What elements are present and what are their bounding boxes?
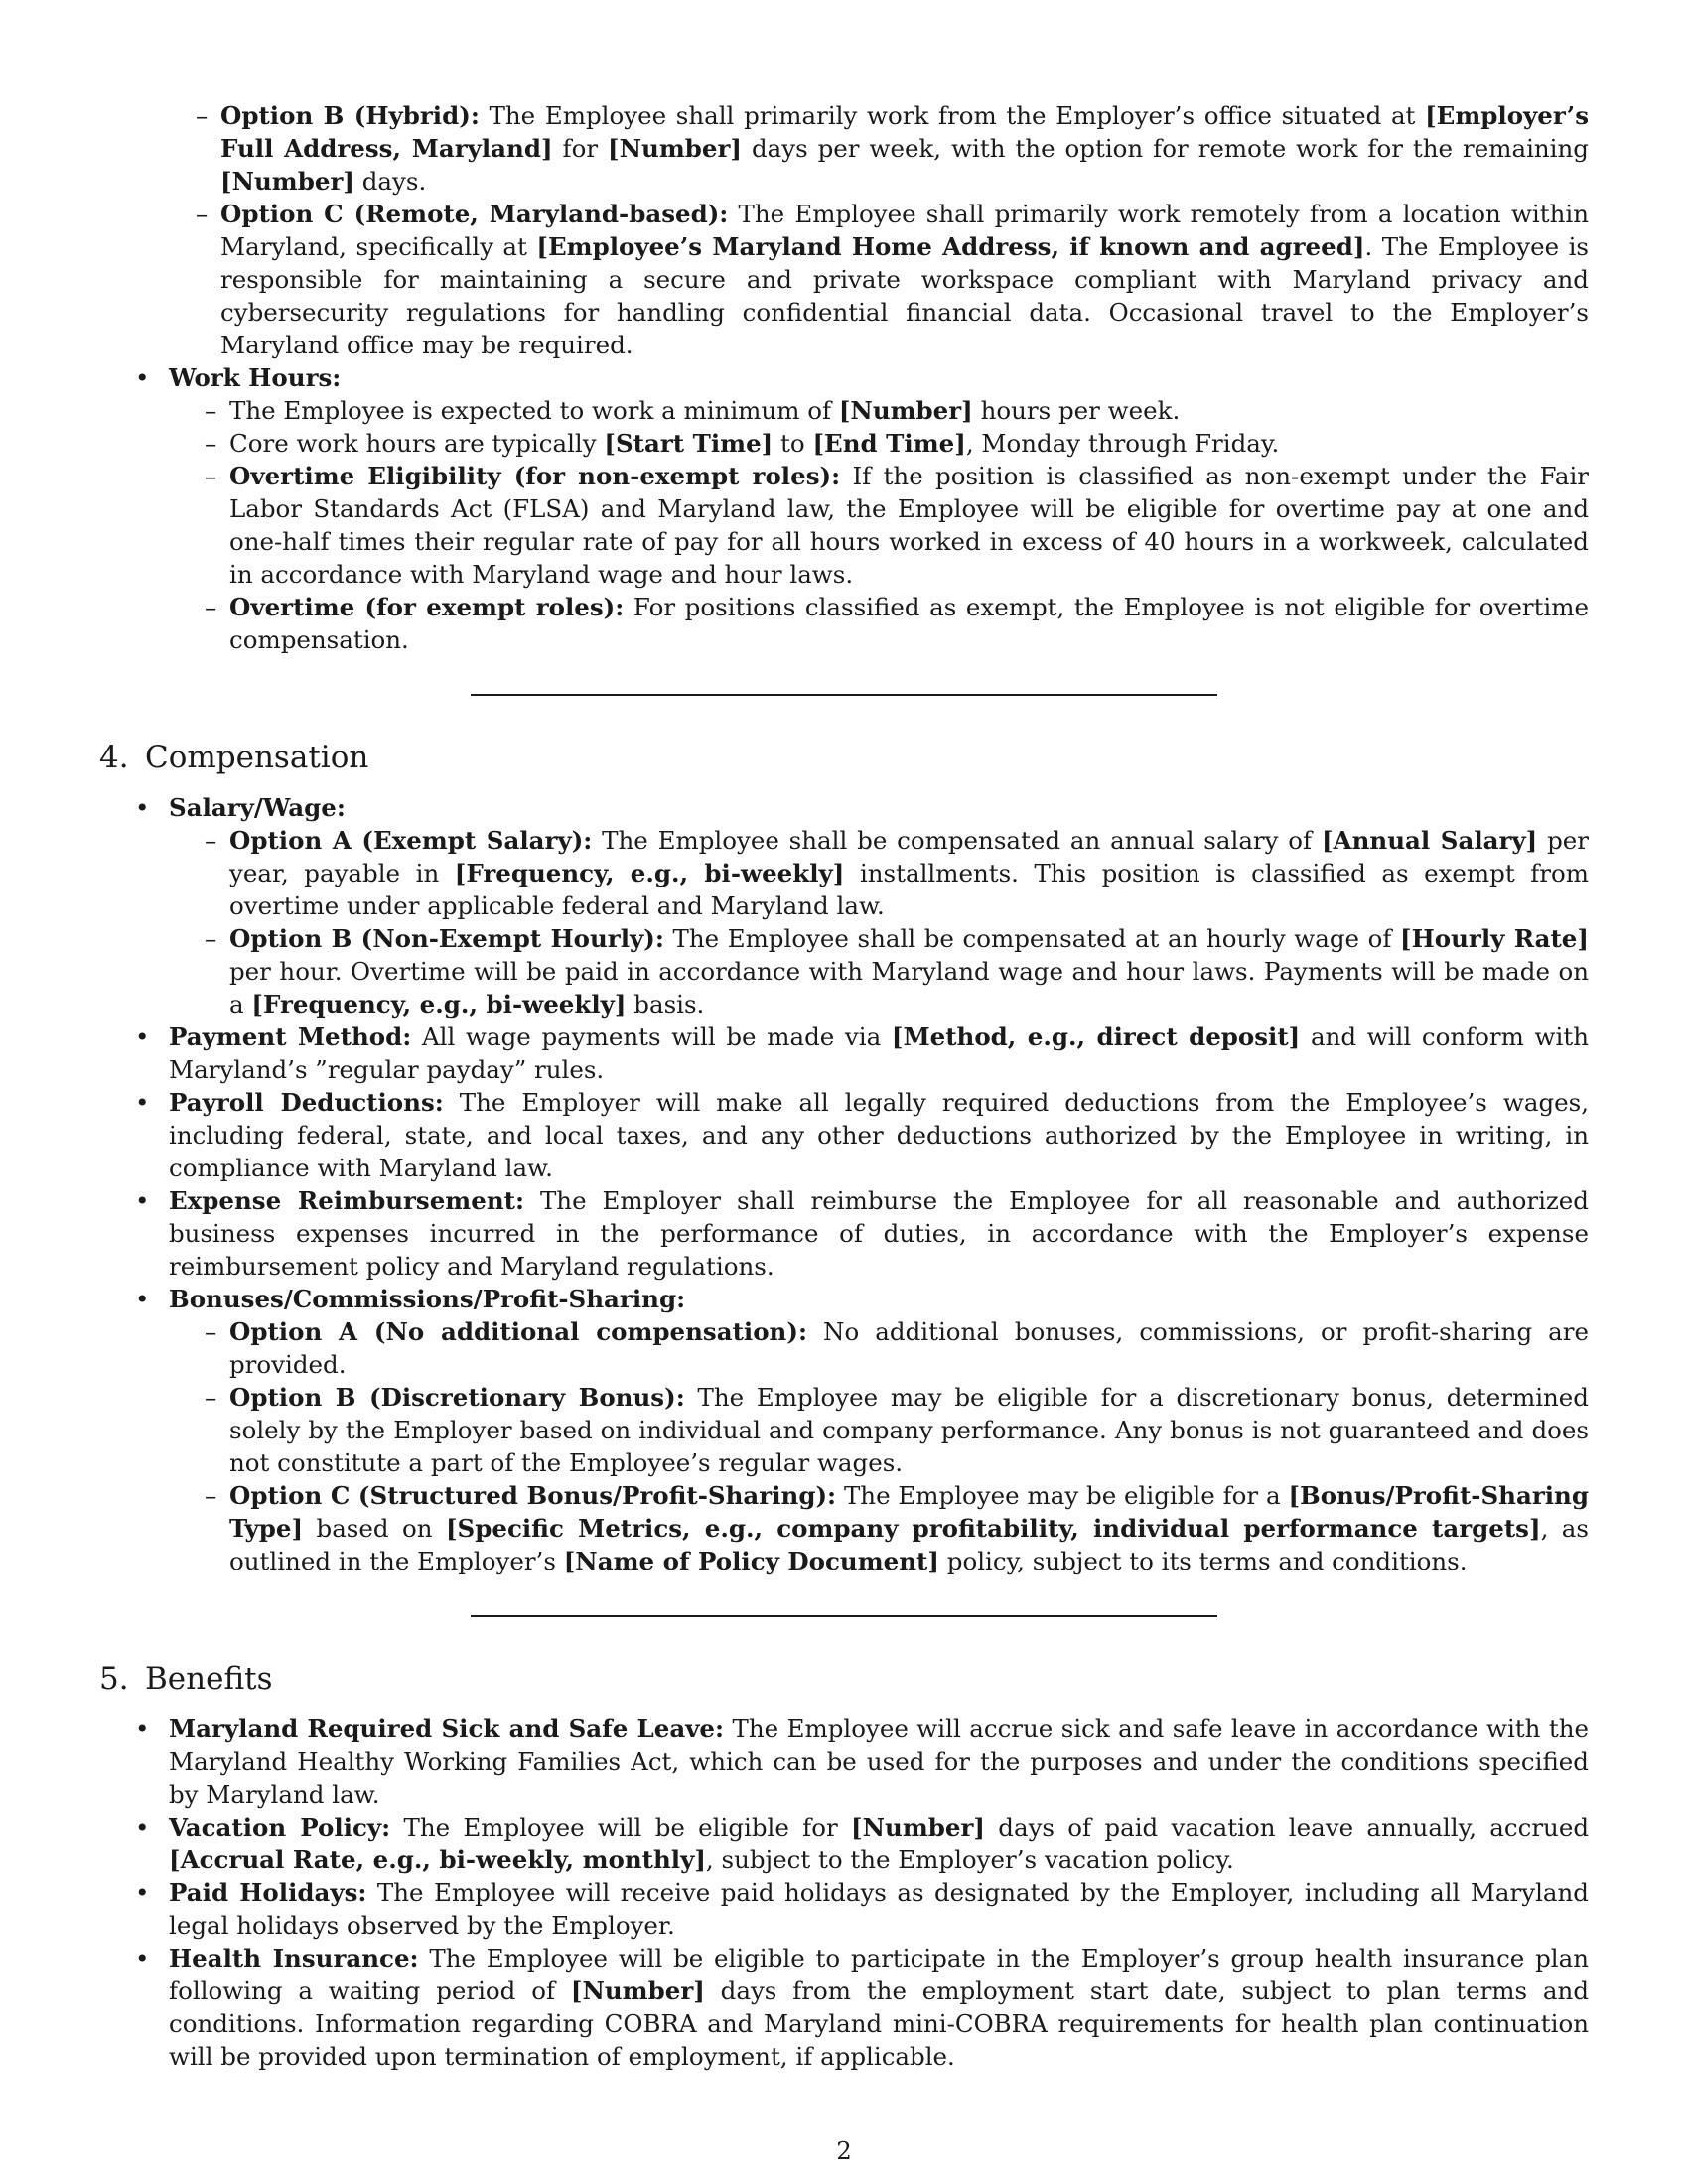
salary-wage-item: • Salary/Wage: – Option A (Exempt Salary): The Employee shall be compensated an annual salary of [Annual Salary] per year, payable in [Frequency, e.g., bi-weekly] installments. This position is classified as exempt from overtime under applicable federal and Maryland law. – Option B (Non-Exempt Hourly): The Employee shall be compensated at an hourly wage of [Hourly Rate] per hour. Overtime will be paid in accordance with Maryland wage and hour laws. Payments will be made on a [Frequency, e.g., bi-weekly] basis. xyxy=(99,791,1589,1021)
work-hours-subitems xyxy=(169,394,1589,656)
expense-reimbursement-item: • Expense Reimbursement: The Employer shall reimburse the Employee for all reasonable and authorized business expenses incurred in the performance of duties, in accordance with the Employer’s expense reimbursement policy and Maryland regulations. xyxy=(99,1184,1589,1283)
sick-leave-item: • Maryland Required Sick and Safe Leave: The Employee will accrue sick and safe leave in accordance with the Maryland Healthy Working Families Act, which can be used for the purposes and under the conditions specified by Maryland law. xyxy=(99,1712,1589,1811)
benefits-list xyxy=(99,1712,1589,2073)
overtime-nonexempt-item: – Overtime Eligibility (for non-exempt roles): If the position is classified as non-exempt under the Fair Labor Standards Act (FLSA) and Maryland law, the Employee will be eligible for overtime pay at one and one-half times their regular rate of pay for all hours worked in excess of 40 hours in a workweek, calculated in accordance with Maryland wage and hour laws. xyxy=(169,460,1589,591)
work-location-options xyxy=(99,99,1589,361)
salary-options xyxy=(169,824,1589,1021)
work-hours-list xyxy=(99,361,1589,656)
work-location-option-c: – Option C (Remote, Maryland-based): The Employee shall primarily work remotely from a location within Maryland, specifically at [Employee’s Maryland Home Address, if known and agreed]. The Employee is responsible for maintaining a secure and private workspace compliant with Maryland privacy and cybersecurity regulations for handling confidential financial data. Occasional travel to the Employer’s Maryland office may be required. xyxy=(160,198,1589,361)
section-heading-benefits: 5. Benefits xyxy=(99,1661,273,1697)
payroll-deductions-item: • Payroll Deductions: The Employer will make all legally required deductions from the Employee’s wages, including federal, state, and local taxes, and any other deductions authorized by the Employee in writing, in compliance with Maryland law. xyxy=(99,1086,1589,1184)
paid-holidays-item: • Paid Holidays: The Employee will receive paid holidays as designated by the Employer, including all Maryland legal holidays observed by the Employer. xyxy=(99,1876,1589,1942)
compensation-list xyxy=(99,791,1589,1577)
core-hours-item: – Core work hours are typically [Start Time] to [End Time], Monday through Friday. xyxy=(169,427,1589,460)
bonuses-item: • Bonuses/Commissions/Profit-Sharing: – Option A (No additional compensation): No additional bonuses, commissions, or profit-sharing are provided. – Option B (Discretionary Bonus): The Employee may be eligible for a discretionary bonus, determined solely by the Employer based on individual and company performance. Any bonus is not guaranteed and does not constitute a part of the Employee’s regular wages. – Option C (Structured Bonus/Profit-Sharing): The Employee may be eligible for a [Bonus/Profit-Sharing Type] based on [Specific Metrics, e.g., company profitability, individual performance targets], as outlined in the Employer’s [Name of Policy Document] policy, subject to its terms and conditions. xyxy=(99,1283,1589,1577)
work-hours-item: • Work Hours: – The Employee is expected to work a minimum of [Number] hours per week. – Core work hours are typically [Start Time] to [End Time], Monday through Friday. – Overtime Eligibility (for non-exempt roles): If the position is classified as non-exempt under the Fair Labor Standards Act (FLSA) and Maryland law, the Employee will be eligible for overtime pay at one and one-half times their regular rate of pay for all hours worked in excess of 40 hours in a workweek, calculated in accordance with Maryland wage and hour laws. – Overtime (for exempt roles): For positions classified as exempt, the Employee is not eligible for overtime compensation. xyxy=(99,361,1589,656)
payment-method-item: • Payment Method: All wage payments will be made via [Method, e.g., direct deposit] and will conform with Maryland’s ”regular payday” rules. xyxy=(99,1021,1589,1086)
overtime-exempt-item: – Overtime (for exempt roles): For positions classified as exempt, the Employee is not eligible for overtime compensation. xyxy=(169,591,1589,656)
bonus-option-b: – Option B (Discretionary Bonus): The Employee may be eligible for a discretionary bonus, determined solely by the Employer based on individual and company performance. Any bonus is not guaranteed and does not constitute a part of the Employee’s regular wages. xyxy=(169,1381,1589,1479)
min-hours-item: – The Employee is expected to work a minimum of [Number] hours per week. xyxy=(169,394,1589,427)
vacation-policy-item: • Vacation Policy: The Employee will be eligible for [Number] days of paid vacation leave annually, accrued [Accrual Rate, e.g., bi-weekly, monthly], subject to the Employer’s vacation policy. xyxy=(99,1811,1589,1876)
health-insurance-item: • Health Insurance: The Employee will be eligible to participate in the Employer’s group health insurance plan following a waiting period of [Number] days from the employment start date, subject to plan terms and conditions. Information regarding COBRA and Maryland mini-COBRA requirements for health plan continuation will be provided upon termination of employment, if applicable. xyxy=(99,1942,1589,2073)
salary-option-b: – Option B (Non-Exempt Hourly): The Employee shall be compensated at an hourly wage of [Hourly Rate] per hour. Overtime will be paid in accordance with Maryland wage and hour laws. Payments will be made on a [Frequency, e.g., bi-weekly] basis. xyxy=(169,922,1589,1021)
section-divider xyxy=(471,1615,1217,1617)
section-heading-compensation: 4. Compensation xyxy=(99,740,369,775)
section-divider xyxy=(471,694,1217,696)
page-number: 2 xyxy=(836,2136,852,2165)
bonus-option-a: – Option A (No additional compensation): No additional bonuses, commissions, or profit-sharing are provided. xyxy=(169,1315,1589,1381)
work-location-option-b: – Option B (Hybrid): The Employee shall primarily work from the Employer’s office situated at [Employer’s Full Address, Maryland] for [Number] days per week, with the option for remote work for the remaining [Number] days. xyxy=(160,99,1589,198)
bonus-options xyxy=(169,1315,1589,1577)
salary-option-a: – Option A (Exempt Salary): The Employee shall be compensated an annual salary of [Annual Salary] per year, payable in [Frequency, e.g., bi-weekly] installments. This position is classified as exempt from overtime under applicable federal and Maryland law. xyxy=(169,824,1589,922)
bonus-option-c: – Option C (Structured Bonus/Profit-Sharing): The Employee may be eligible for a [Bonus/Profit-Sharing Type] based on [Specific Metrics, e.g., company profitability, individual performance targets], as outlined in the Employer’s [Name of Policy Document] policy, subject to its terms and conditions. xyxy=(169,1479,1589,1577)
page-content xyxy=(99,99,1589,2073)
